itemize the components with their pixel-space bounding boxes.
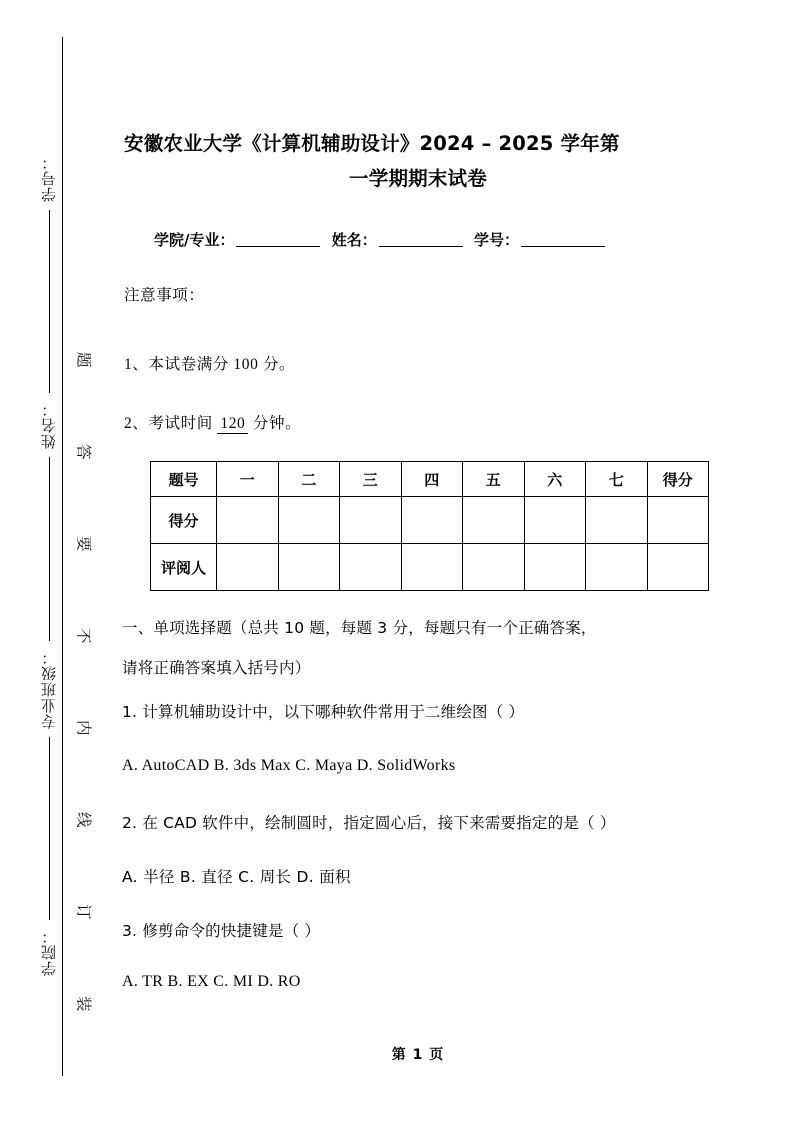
page-title-line-1: 安徽农业大学《计算机辅助设计》2024 – 2025 学年第 — [124, 132, 620, 155]
reviewer-cell-2[interactable] — [278, 544, 340, 591]
reviewer-cell-5[interactable] — [463, 544, 525, 591]
binding-rule-segment-2 — [49, 457, 50, 640]
exam-page-body — [122, 0, 722, 1122]
page-footer: 第 1 页 — [391, 1047, 445, 1063]
binding-rule-segment-1 — [49, 210, 50, 393]
reviewer-cell-total[interactable] — [647, 544, 709, 591]
binding-margin — [0, 0, 110, 1122]
question-2-options: A. 半径 B. 直径 C. 周长 D. 面积 — [122, 868, 351, 886]
reviewer-cell-6[interactable] — [524, 544, 586, 591]
binding-phrase-char-5: 内 — [74, 720, 92, 736]
score-table-header-4: 四 — [401, 462, 463, 497]
score-table-header-3: 三 — [340, 462, 402, 497]
question-1-stem: 1. 计算机辅助设计中，以下哪种软件常用于二维绘图（ ） — [122, 703, 525, 721]
name-label: 姓名： — [331, 231, 377, 249]
binding-label-name: 姓名： — [41, 401, 58, 450]
binding-warning-phrase — [70, 352, 96, 1012]
section-1-heading-line-2: 请将正确答案填入括号内） — [122, 659, 311, 677]
exam-duration-value: 120 — [217, 415, 248, 434]
reviewer-cell-3[interactable] — [340, 544, 402, 591]
binding-phrase-char-3: 要 — [74, 536, 92, 552]
binding-label-student-id: 学号： — [41, 154, 58, 202]
student-id-blank[interactable] — [521, 246, 605, 247]
score-cell-4[interactable] — [401, 497, 463, 544]
score-table-header-6: 六 — [524, 462, 586, 497]
binding-label-college: 学院： — [41, 927, 58, 976]
score-table — [150, 461, 709, 591]
dept-major-label: 学院/专业： — [154, 231, 235, 249]
section-1-heading-line-1: 一、单项选择题（总共 10 题，每题 3 分，每题只有一个正确答案， — [122, 619, 597, 637]
score-table-header-8: 得分 — [647, 462, 709, 497]
score-row-label: 得分 — [151, 497, 217, 544]
reviewer-cell-4[interactable] — [401, 544, 463, 591]
binding-rule-segment-3 — [49, 737, 50, 920]
note-2-suffix: 分钟。 — [252, 415, 302, 432]
question-2-stem: 2. 在 CAD 软件中，绘制圆时，指定圆心后，接下来需要指定的是（ ） — [122, 814, 616, 832]
score-cell-2[interactable] — [278, 497, 340, 544]
table-row — [151, 544, 709, 591]
score-table-header-2: 二 — [278, 462, 340, 497]
binding-phrase-char-8: 装 — [74, 996, 92, 1012]
binding-phrase-char-7: 订 — [74, 904, 92, 920]
question-3-stem: 3. 修剪命令的快捷键是（ ） — [122, 922, 321, 940]
question-1-options: A. AutoCAD B. 3ds Max C. Maya D. SolidWorks — [122, 757, 456, 774]
page-title-line-2: 一学期期末试卷 — [349, 167, 487, 190]
score-table-header-row — [151, 462, 709, 497]
identity-fields-row — [154, 229, 714, 250]
score-cell-5[interactable] — [463, 497, 525, 544]
reviewer-row-label: 评阅人 — [151, 544, 217, 591]
reviewer-cell-1[interactable] — [217, 544, 279, 591]
dept-major-blank[interactable] — [236, 246, 320, 247]
reviewer-cell-7[interactable] — [586, 544, 648, 591]
page-title — [122, 126, 714, 196]
binding-phrase-char-2: 答 — [74, 444, 92, 460]
binding-phrase-char-4: 不 — [74, 628, 92, 644]
name-blank[interactable] — [379, 246, 463, 247]
score-table-header-5: 五 — [463, 462, 525, 497]
note-item-1: 1、本试卷满分 100 分。 — [124, 356, 296, 373]
score-table-header-1: 一 — [217, 462, 279, 497]
notes-heading: 注意事项： — [124, 287, 205, 304]
student-id-label: 学号： — [473, 231, 519, 249]
score-cell-1[interactable] — [217, 497, 279, 544]
binding-identity-fields — [34, 150, 64, 980]
score-cell-total[interactable] — [647, 497, 709, 544]
note-2-prefix: 2、考试时间 — [124, 415, 213, 432]
binding-phrase-char-6: 线 — [74, 812, 92, 828]
note-item-2 — [124, 411, 301, 434]
score-table-header-7: 七 — [586, 462, 648, 497]
binding-label-class: 专业班级： — [41, 648, 58, 729]
binding-phrase-char-1: 题 — [74, 351, 92, 368]
score-cell-7[interactable] — [586, 497, 648, 544]
score-cell-3[interactable] — [340, 497, 402, 544]
score-table-header-0: 题号 — [151, 462, 217, 497]
score-cell-6[interactable] — [524, 497, 586, 544]
question-3-options: A. TR B. EX C. MI D. RO — [122, 973, 301, 990]
table-row — [151, 497, 709, 544]
